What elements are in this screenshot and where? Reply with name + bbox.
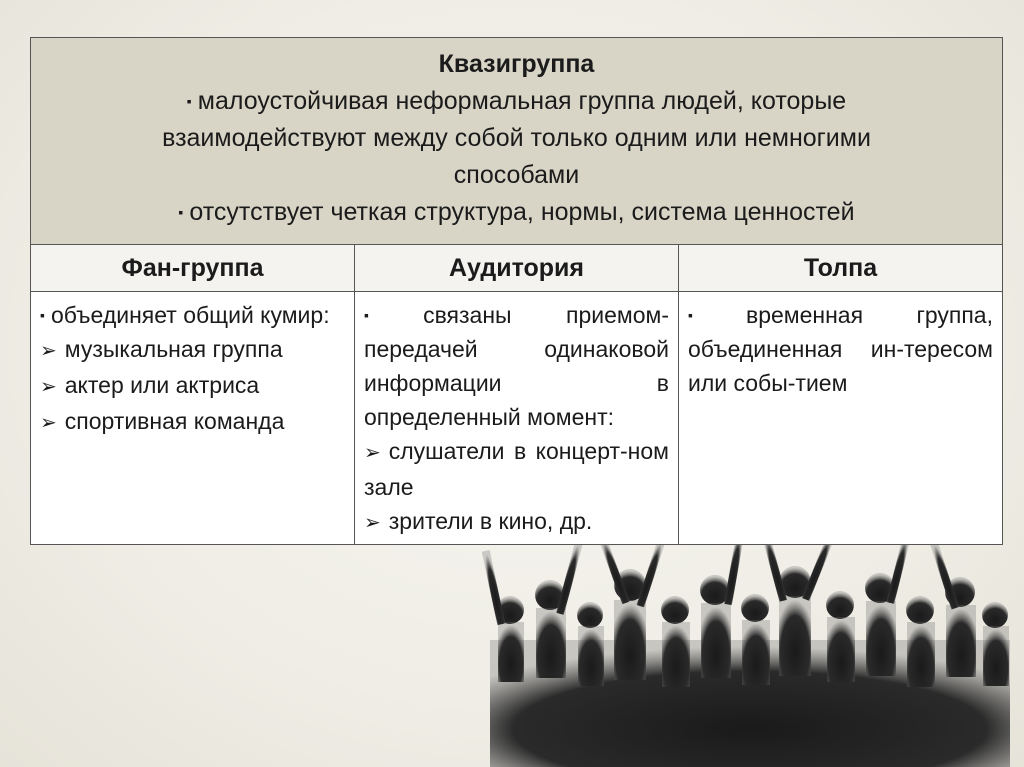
quasigroup-definition-end: способами (453, 161, 580, 189)
header-audience: Аудитория (355, 245, 679, 292)
audience-cell (355, 292, 679, 545)
arrow-bullet-icon: ➢ (40, 412, 57, 434)
groups-table (30, 37, 1003, 545)
list-item: ➢ зрители в кино, др. (364, 508, 593, 534)
crowd-cell (679, 292, 1003, 545)
bullet-icon: ▪ (186, 93, 192, 109)
arrow-bullet-icon: ➢ (40, 376, 57, 398)
list-item: ➢ слушатели в концерт-ном зале (364, 438, 669, 500)
bullet-icon: ▪ (688, 307, 740, 323)
audience-desc: ▪ связаны приемом-передачей одинаковой информации в определенный момент: (364, 302, 669, 430)
bullet-icon: ▪ (364, 307, 418, 323)
arrow-bullet-icon: ➢ (40, 340, 57, 362)
bullet-icon: ▪ (178, 204, 184, 220)
list-item: ➢ актер или актриса (40, 372, 260, 398)
arrow-bullet-icon: ➢ (364, 512, 381, 534)
arrow-bullet-icon: ➢ (364, 442, 381, 464)
list-item: ➢ музыкальная группа (40, 336, 283, 362)
fan-group-desc: ▪ объединяет общий кумир: (40, 302, 330, 328)
quasigroup-cell (31, 38, 1003, 245)
quasigroup-definition-cont: взаимодействуют между собой только одним или немногими (162, 124, 871, 152)
list-item: ➢ спортивная команда (40, 408, 285, 434)
crowd-desc: ▪ временная группа, объединенная ин-тересом или собы-тием (688, 302, 993, 396)
header-fan-group: Фан-группа (31, 245, 355, 292)
quasigroup-structure: ▪ отсутствует четкая структура, нормы, система ценностей (178, 198, 855, 226)
quasigroup-definition: ▪ малоустойчивая неформальная группа людей, которые (186, 87, 847, 115)
quasigroup-title: Квазигруппа (438, 50, 595, 78)
header-crowd: Толпа (679, 245, 1003, 292)
fan-group-cell (31, 292, 355, 545)
bullet-icon: ▪ (40, 307, 45, 323)
crowd-silhouette-image (470, 530, 1024, 767)
